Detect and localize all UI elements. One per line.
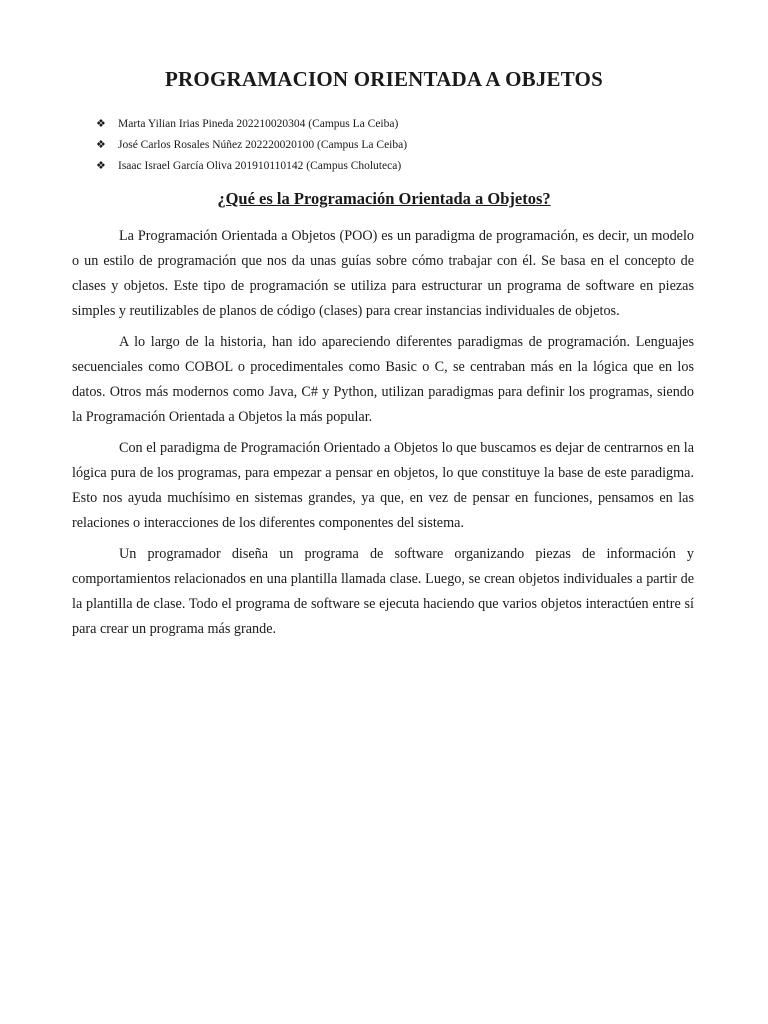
diamond-bullet-icon: ❖ <box>96 118 106 130</box>
author-item <box>96 155 407 176</box>
author-item <box>96 113 407 134</box>
paragraph: Un programador diseña un programa de software organizando piezas de información y comportamientos relacionados en una plantilla llamada clase. Luego, se crean objetos individuales a partir de la plantilla de clase. Todo el programa de software se ejecuta haciendo que varios objetos interactúen entre sí para crear un programa más grande. <box>72 546 694 637</box>
section-heading: ¿Qué es la Programación Orientada a Objetos? <box>217 189 551 208</box>
author-item <box>96 134 407 155</box>
body-text <box>72 224 694 648</box>
diamond-bullet-icon: ❖ <box>96 160 106 172</box>
author-name: José Carlos Rosales Núñez 202220020100 (Campus La Ceiba) <box>118 138 408 151</box>
author-name: Isaac Israel García Oliva 201910110142 (Campus Choluteca) <box>118 159 402 172</box>
paragraph: Con el paradigma de Programación Orientado a Objetos lo que buscamos es dejar de centrarnos en la lógica pura de los programas, para empezar a pensar en objetos, lo que constituye la base de este paradigma. Esto nos ayuda muchísimo en sistemas grandes, ya que, en vez de pensar en funciones, pensamos en las relaciones o interacciones de los diferentes componentes del sistema. <box>72 440 694 531</box>
author-list <box>96 113 407 176</box>
diamond-bullet-icon: ❖ <box>96 139 106 151</box>
document-title: PROGRAMACION ORIENTADA A OBJETOS <box>165 67 603 91</box>
paragraph: A lo largo de la historia, han ido apareciendo diferentes paradigmas de programación. Lenguajes secuenciales como COBOL o procedimentales como Basic o C, se centraban más en la lógica que en los datos. Otros más modernos como Java, C# y Python, utilizan paradigmas para definir los programas, siendo la Programación Orientada a Objetos la más popular. <box>72 334 694 425</box>
author-name: Marta Yilian Irias Pineda 202210020304 (Campus La Ceiba) <box>118 117 399 130</box>
paragraph: La Programación Orientada a Objetos (POO) es un paradigma de programación, es decir, un modelo o un estilo de programación que nos da unas guías sobre cómo trabajar con él. Se basa en el concepto de clases y objetos. Este tipo de programación se utiliza para estructurar un programa de software en piezas simples y reutilizables de planos de código (clases) para crear instancias individuales de objetos. <box>72 228 694 319</box>
